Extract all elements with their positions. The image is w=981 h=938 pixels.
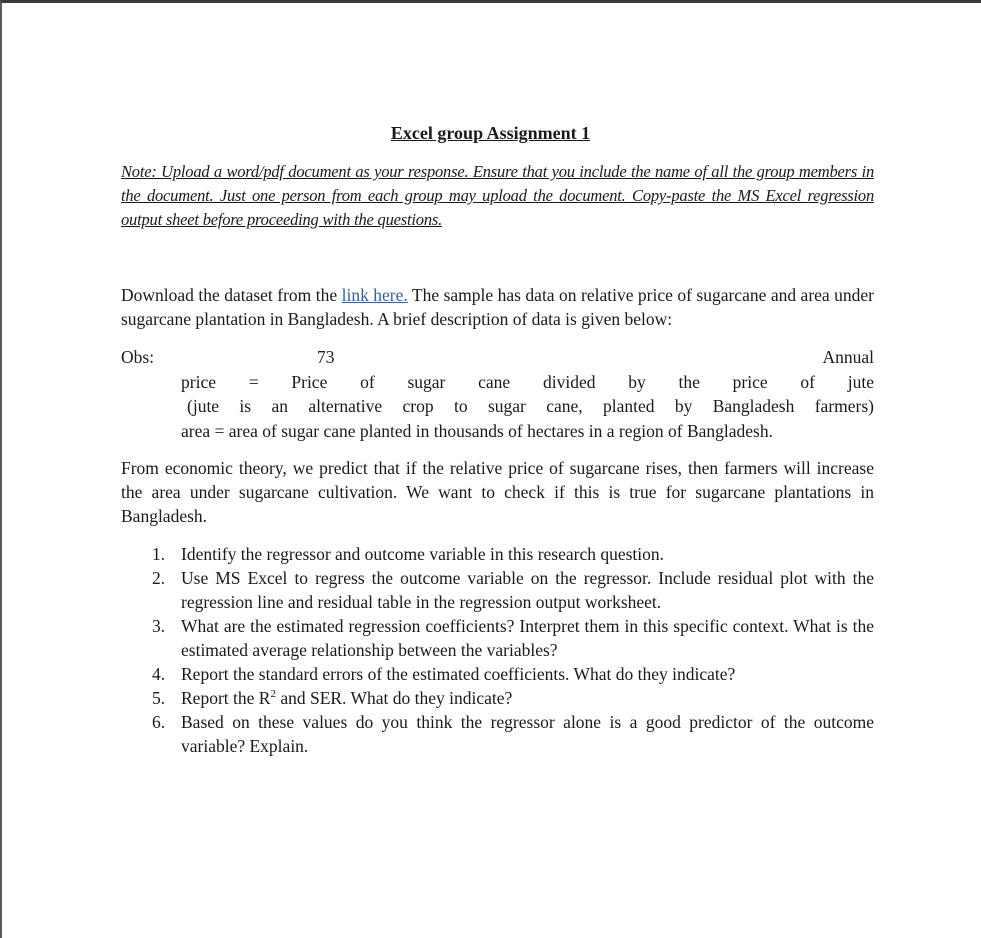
question-item (121, 566, 874, 614)
question-list (121, 542, 874, 758)
area-definition: area = area of sugar cane planted in thousands of hectares in a region of Bangladesh. (181, 421, 773, 441)
question-number: 3. (152, 616, 166, 636)
jute-note: (jute is an alternative crop to sugar cane, planted by Bangladesh farmers) (187, 396, 874, 416)
question-number: 1. (152, 544, 166, 564)
question-text: Report the standard errors of the estimated coefficients. What do they indicate? (181, 664, 736, 684)
question-item (121, 686, 874, 710)
question-text: Based on these values do you think the regressor alone is a good predictor of the outcome variable? Explain. (181, 712, 874, 756)
question-text: Identify the regressor and outcome variable in this research question. (181, 544, 665, 564)
obs-annual: Annual (822, 347, 874, 367)
question-text: Use MS Excel to regress the outcome variable on the regressor. Include residual plot with the regression line and residual table in the regression output worksheet. (181, 568, 874, 612)
question-text: What are the estimated regression coefficients? Interpret them in this specific context. What is the estimated average relationship between the variables? (181, 616, 874, 660)
question-item (121, 710, 874, 758)
instruction-note: Note: Upload a word/pdf document as your response. Ensure that you include the name of all the group members in the document. Just one person from each group may upload the document. Copy-paste the MS Excel regression output sheet before proceeding with the questions. (121, 162, 874, 229)
intro-text-after-link: The sample has data on relative price of sugarcane and area under sugarcane plantation in Bangladesh. A brief description of data is given below: (121, 285, 874, 329)
obs-value: 73 (317, 347, 335, 367)
question-item (121, 614, 874, 662)
obs-row (121, 345, 874, 369)
price-definition: price = Price of sugar cane divided by the price of jute (181, 372, 874, 392)
question-item (121, 662, 874, 686)
question-text-after-sup: and SER. What do they indicate? (275, 688, 513, 708)
question-number: 5. (152, 688, 166, 708)
question-number: 4. (152, 664, 166, 684)
superscript: 2 (270, 688, 276, 701)
intro-text-before-link: Download the dataset from the (121, 285, 342, 305)
intro-paragraph (121, 283, 874, 331)
question-number: 2. (152, 568, 166, 588)
question-number: 6. (152, 712, 166, 732)
document-title: Excel group Assignment 1 (390, 123, 591, 143)
dataset-link[interactable]: link here. (341, 285, 408, 305)
question-text-before-sup: Report the R (181, 688, 271, 708)
question-item (121, 542, 874, 566)
obs-label: Obs: (121, 347, 155, 367)
theory-paragraph: From economic theory, we predict that if the relative price of sugarcane rises, then farmers will increase the area under sugarcane cultivation. We want to check if this is true for sugarcane plantations in Bangladesh. (121, 458, 874, 526)
